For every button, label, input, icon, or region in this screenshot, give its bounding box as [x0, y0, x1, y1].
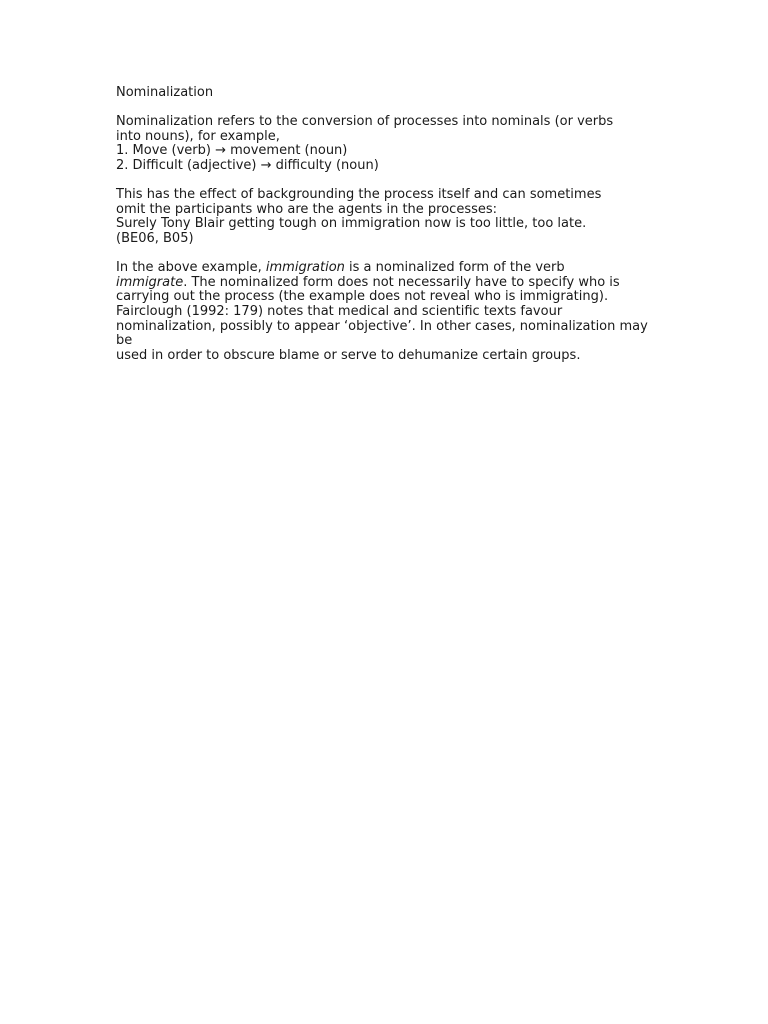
text-segment: In the above example, — [116, 260, 266, 276]
text-line: nominalization, possibly to appear ‘objective’. In other cases, nominalization may — [116, 318, 648, 334]
example-quote: Surely Tony Blair getting tough on immigration now is too little, too late. — [116, 216, 587, 232]
text-segment: . The nominalized form does not necessarily have to specify who is — [183, 274, 620, 290]
text-line: Nominalization refers to the conversion of processes into nominals (or verbs — [116, 114, 614, 130]
text-line: carrying out the process (the example does not reveal who is immigrating). — [116, 289, 609, 305]
text-segment: is a nominalized form of the verb — [344, 260, 565, 276]
list-item: 2. Difficult (adjective) → difficulty (noun) — [116, 157, 379, 173]
citation: (BE06, B05) — [116, 230, 194, 246]
emphasized-term: immigrate — [116, 274, 184, 290]
text-line: be — [116, 333, 133, 349]
text-line: Fairclough (1992: 179) notes that medical and scientific texts favour — [116, 303, 563, 319]
text-line — [116, 261, 656, 276]
document-title: Nominalization — [116, 85, 214, 100]
text-line: into nouns), for example, — [116, 128, 280, 144]
emphasized-term: immigration — [265, 260, 345, 276]
list-item: 1. Move (verb) → movement (noun) — [116, 143, 348, 159]
text-line — [116, 276, 656, 291]
text-line: This has the effect of backgrounding the process itself and can sometimes — [116, 187, 602, 203]
paragraph-explanation — [116, 261, 656, 363]
paragraph-definition — [116, 115, 656, 173]
document-page — [116, 86, 656, 363]
paragraph-effect — [116, 188, 656, 246]
text-line: omit the participants who are the agents in the processes: — [116, 201, 498, 217]
text-line: used in order to obscure blame or serve to dehumanize certain groups. — [116, 347, 581, 363]
